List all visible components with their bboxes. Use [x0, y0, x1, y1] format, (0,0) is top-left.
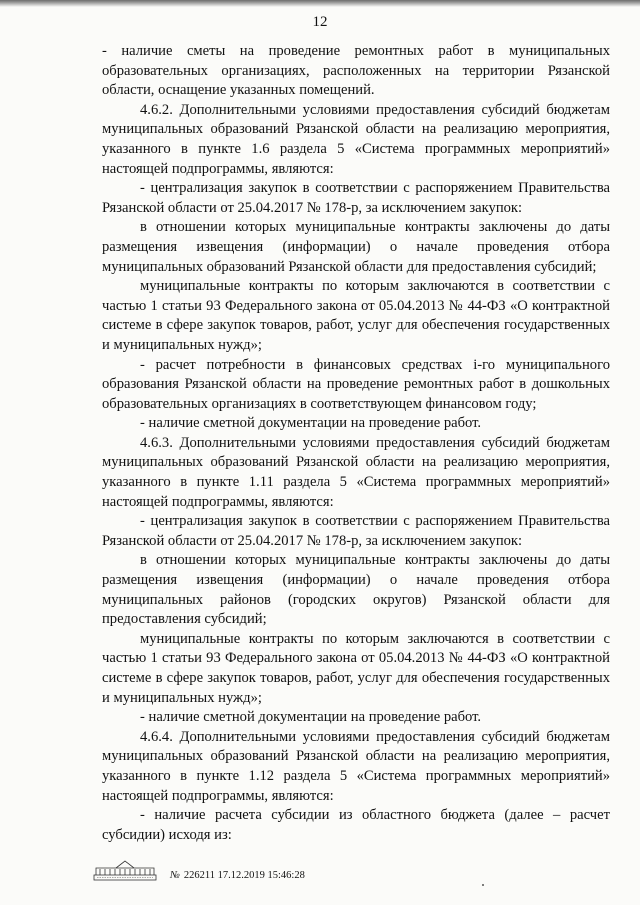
scan-edge-shadow — [0, 0, 640, 7]
page-footer — [92, 858, 612, 894]
government-building-stamp-icon — [92, 858, 158, 882]
scan-dot — [482, 884, 484, 886]
paragraph: 4.6.2. Дополнительными условиями предоставления субсидий бюджетам муниципальных образований Рязанской области на реализацию мероприятия, указанного в пункте 1.6 раздела 5 «Система программных мероприятий» настоящей подпрограммы, являются: — [102, 101, 610, 177]
page-number: 12 — [312, 14, 328, 30]
paragraph: 4.6.4. Дополнительными условиями предоставления субсидий бюджетам муниципальных образований Рязанской области на реализацию мероприятия, указанного в пункте 1.12 раздела 5 «Система программных мероприятий» настоящей подпрограммы, являются: — [102, 728, 610, 804]
paragraph: в отношении которых муниципальные контракты заключены до даты размещения извещения (информации) о начале проведения отбора муниципальных районов (городских округов) Рязанской области для предоставления субсидий; — [102, 552, 610, 628]
document-body — [102, 42, 610, 845]
registration-number-and-timestamp: 226211 17.12.2019 15:46:28 — [183, 870, 305, 881]
paragraph: муниципальные контракты по которым заключаются в соответствии с частью 1 статьи 93 Федерального закона от 05.04.2013 № 44-ФЗ «О контрактной системе в сфере закупок товаров, работ, услуг для обеспечения государственных и муниципальных нужд»; — [102, 630, 610, 706]
registration-mark — [170, 870, 305, 881]
paragraph: - централизация закупок в соответствии с распоряжением Правительства Рязанской области от 25.04.2017 № 178-р, за исключением закупок: — [102, 180, 610, 216]
paragraph: - наличие сметы на проведение ремонтных работ в муниципальных образовательных организациях, расположенных на территории Рязанской области, оснащение указанных помещений. — [102, 43, 610, 99]
paragraph: - централизация закупок в соответствии с распоряжением Правительства Рязанской области от 25.04.2017 № 178-р, за исключением закупок: — [102, 513, 610, 549]
paragraph: - наличие расчета субсидии из областного бюджета (далее – расчет субсидии) исходя из: — [102, 807, 610, 843]
registration-number-symbol: № — [170, 870, 180, 881]
paragraph: 4.6.3. Дополнительными условиями предоставления субсидий бюджетам муниципальных образований Рязанской области на реализацию мероприятия, указанного в пункте 1.11 раздела 5 «Система программных мероприятий» настоящей подпрограммы, являются: — [102, 434, 610, 510]
paragraph: муниципальные контракты по которым заключаются в соответствии с частью 1 статьи 93 Федерального закона от 05.04.2013 № 44-ФЗ «О контрактной системе в сфере закупок товаров, работ, услуг для обеспечения государственных и муниципальных нужд»; — [102, 278, 610, 353]
paragraph: - наличие сметной документации на проведение работ. — [140, 415, 482, 432]
paragraph: в отношении которых муниципальные контракты заключены до даты размещения извещения (информации) о начале проведения отбора муниципальных образований Рязанской области для предоставления субсидий; — [102, 219, 610, 275]
paragraph: - расчет потребности в финансовых средствах i-го муниципального образования Рязанской области на проведение ремонтных работ в дошкольных образовательных организациях в соответствующем финансовом году; — [102, 356, 610, 412]
paragraph: - наличие сметной документации на проведение работ. — [140, 709, 482, 726]
